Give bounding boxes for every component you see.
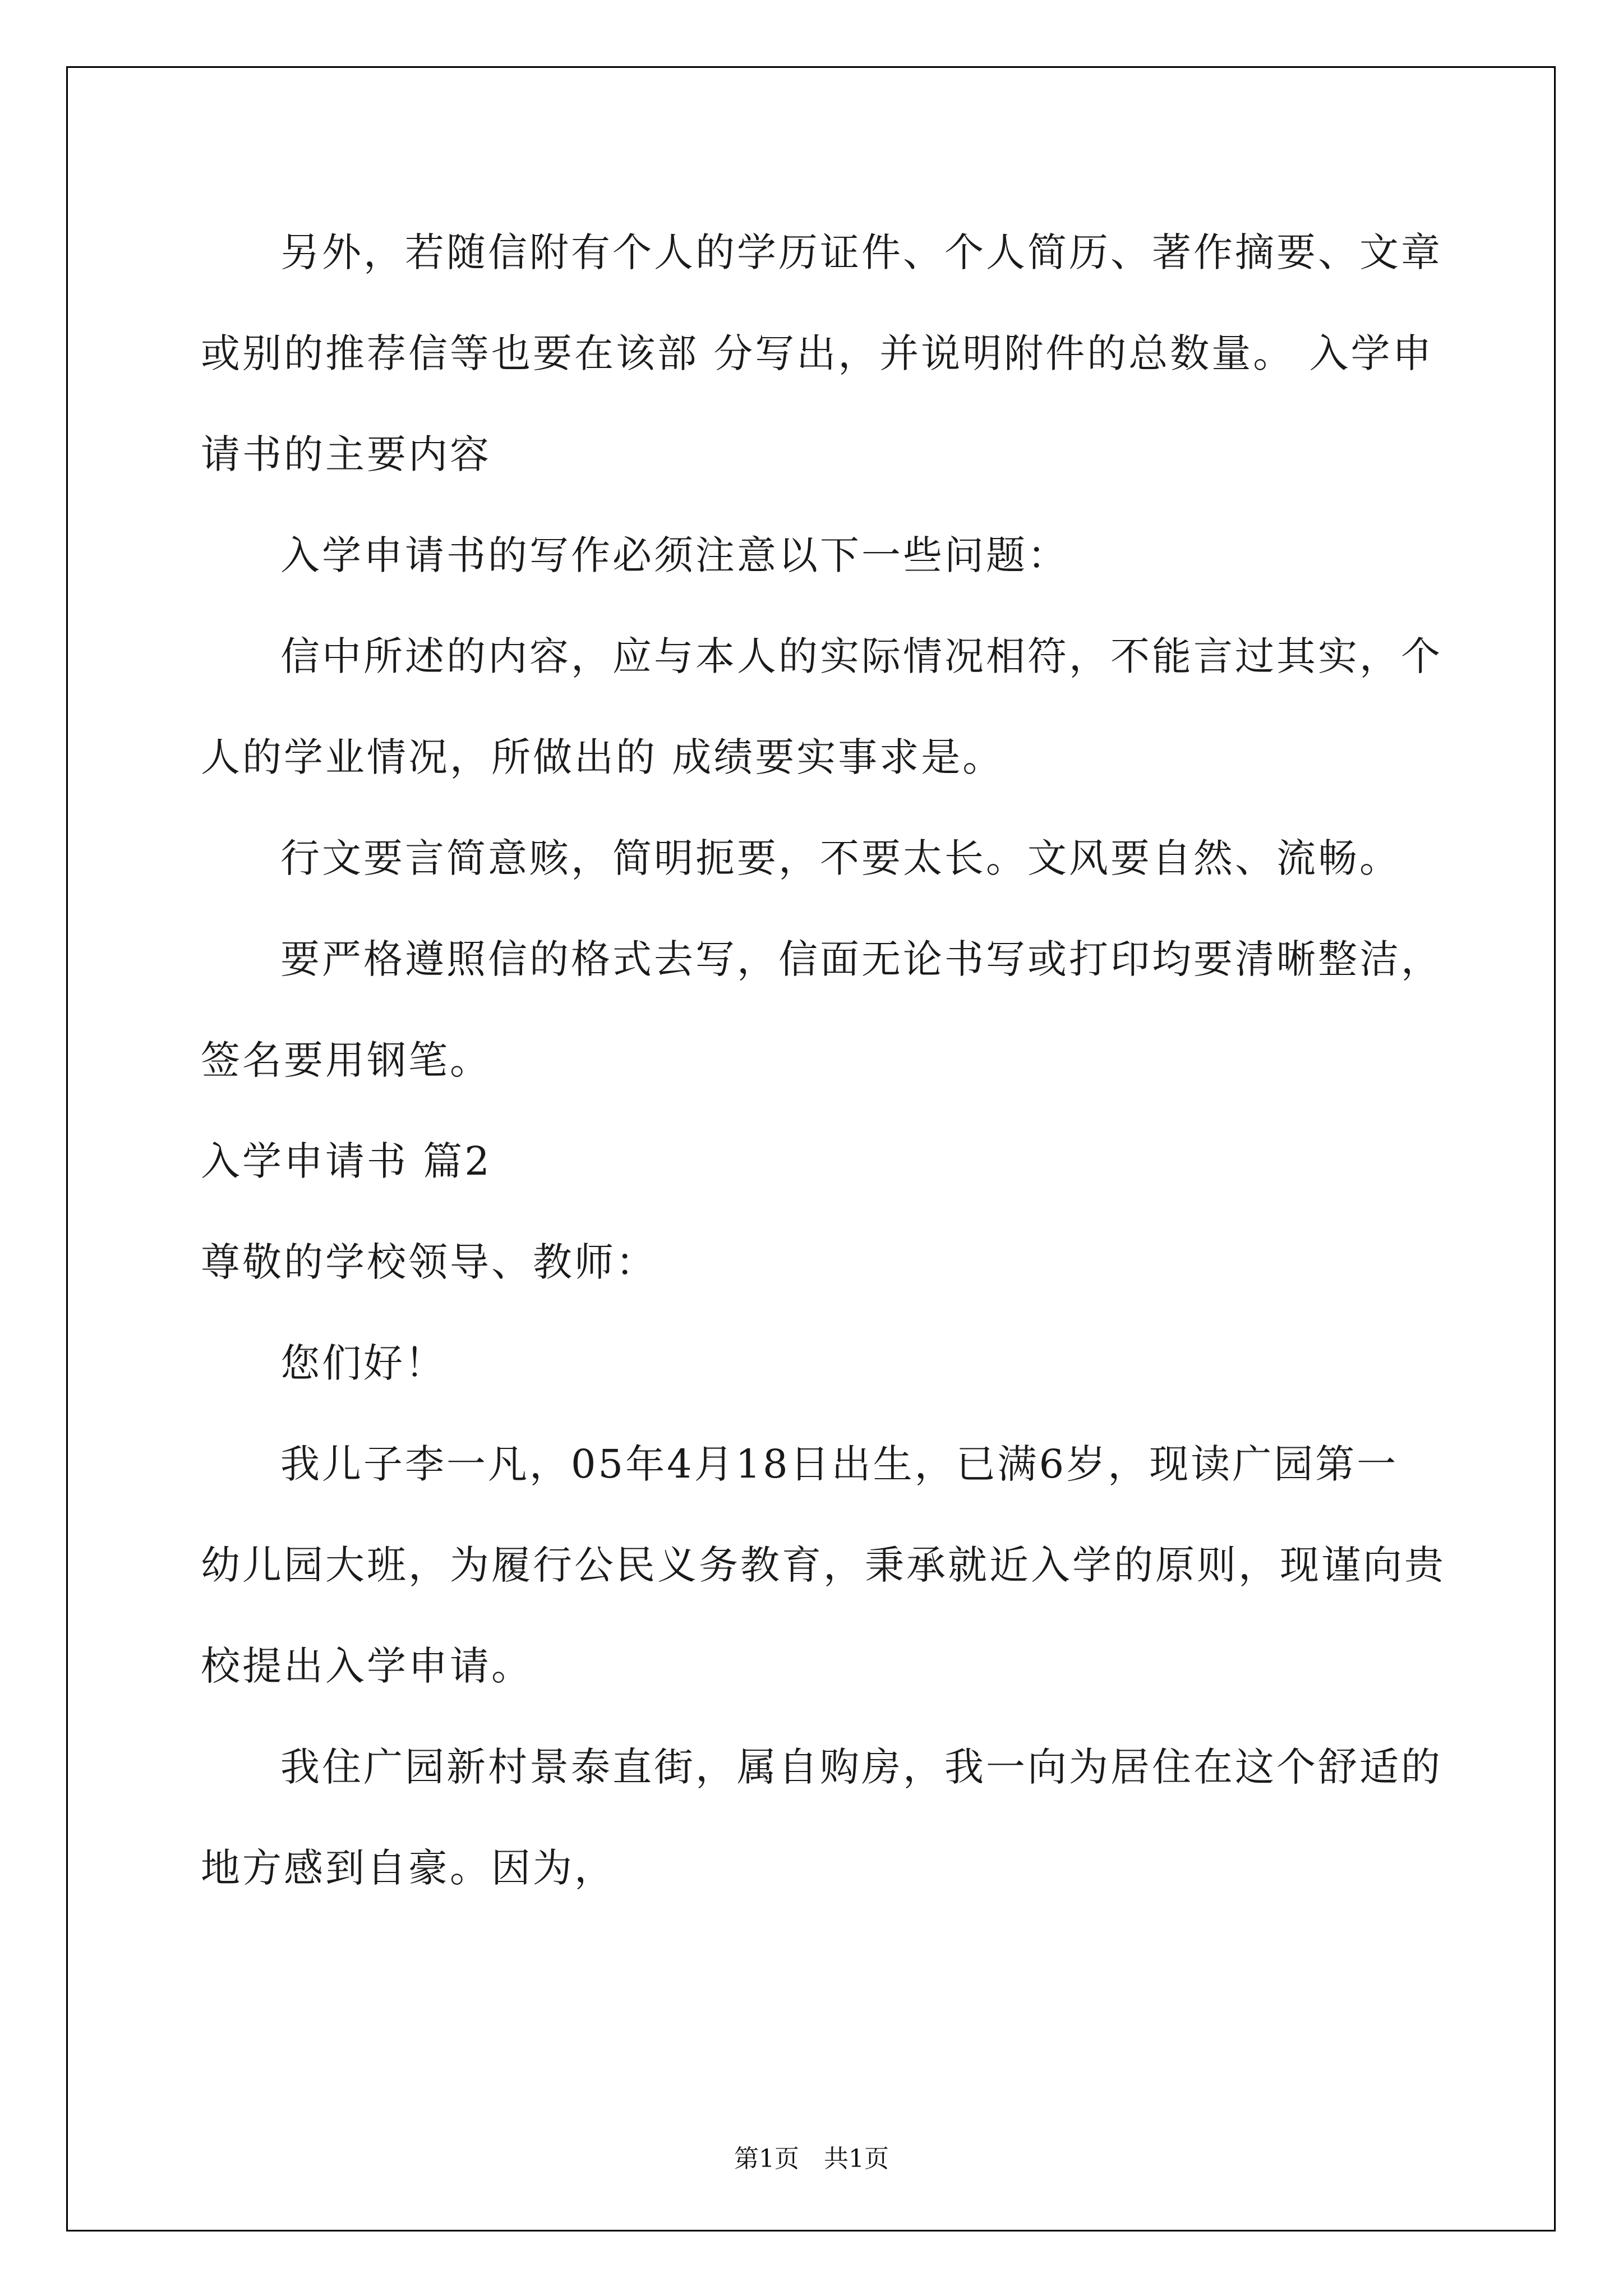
text-line: 或别的推荐信等也要在该部 分写出，并说明附件的总数量。 入学申 — [201, 330, 1434, 376]
text-line: 信中所述的内容，应与本人的实际情况相符，不能言过其实，个 — [280, 633, 1442, 679]
text-line: 地方感到自豪。因为， — [201, 1845, 616, 1891]
text-line: 要严格遵照信的格式去写，信面无论书写或打印均要清晰整洁， — [280, 936, 1442, 982]
text-line: 我住广园新村景泰直街，属自购房，我一向为居住在这个舒适的 — [280, 1744, 1442, 1790]
text-line: 签名要用钢笔。 — [201, 1037, 491, 1083]
salutation: 尊敬的学校领导、教师： — [201, 1239, 657, 1285]
text-line: 校提出入学申请。 — [201, 1643, 533, 1689]
section-heading: 入学申请书 篇2 — [201, 1138, 492, 1184]
text-line: 入学申请书的写作必须注意以下一些问题： — [280, 532, 1069, 578]
greeting: 您们好！ — [280, 1340, 446, 1386]
page-footer: 第1页 共1页 — [734, 2145, 889, 2173]
text-line: 人的学业情况，所做出的 成绩要实事求是。 — [201, 734, 1004, 780]
text-line: 我儿子李一凡，05年4月18日出生，已满6岁，现读广园第一 — [280, 1441, 1399, 1487]
text-line: 行文要言简意赅，简明扼要，不要太长。文风要自然、流畅。 — [280, 835, 1401, 881]
text-line: 请书的主要内容 — [201, 431, 491, 477]
text-line: 幼儿园大班，为履行公民义务教育，秉承就近入学的原则，现谨向贵 — [201, 1542, 1446, 1588]
text-line: 另外，若随信附有个人的学历证件、个人简历、著作摘要、文章 — [280, 229, 1442, 275]
